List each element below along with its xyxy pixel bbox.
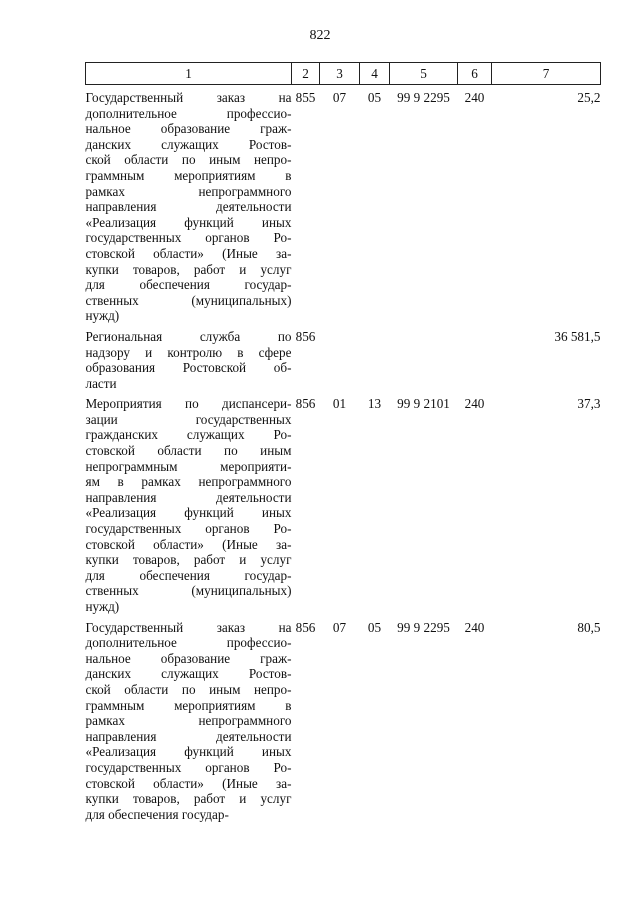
description-line: ственных (муниципальных) xyxy=(85,292,292,308)
description-line: стовской области» (Иные за- xyxy=(85,536,292,552)
row-amount: 36 581,5 xyxy=(554,328,601,344)
row-code-target: 99 9 2295 xyxy=(397,90,450,105)
description-line: образования Ростовской об- xyxy=(85,360,292,376)
row-code-gradm: 856 xyxy=(295,619,316,635)
description-line: для обеспечения государ- xyxy=(85,806,229,822)
description-line: Мероприятия по диспансери- xyxy=(85,396,292,412)
row-code-target: 99 9 2101 xyxy=(397,396,450,412)
column-header-5: 5 xyxy=(390,63,458,85)
row-code-section: 07 xyxy=(332,90,347,105)
description-line: купки товаров, работ и услуг xyxy=(85,261,292,277)
column-header-1: 1 xyxy=(86,63,292,85)
description-line: граммным мероприятиям в xyxy=(85,167,292,183)
description-line: «Реализация функций иных xyxy=(85,744,292,760)
description-line: нальное образование граж- xyxy=(85,650,292,666)
description-line: непрограммным мероприяти- xyxy=(85,458,292,474)
description-line: Региональная служба по xyxy=(85,328,292,344)
description-line: гражданских служащих Ро- xyxy=(85,427,292,443)
description-line: ям в рамках непрограммного xyxy=(85,474,292,490)
column-header-6: 6 xyxy=(458,63,492,85)
row-code-gradm: 855 xyxy=(295,90,316,105)
row-code-subsection: 13 xyxy=(367,396,382,412)
description-line: ской области по иным непро- xyxy=(85,152,292,168)
description-line: направления деятельности xyxy=(85,199,292,215)
column-header-4: 4 xyxy=(360,63,390,85)
description-line: нужд) xyxy=(85,599,120,614)
description-line: рамках непрограммного xyxy=(85,713,292,729)
description-line: «Реализация функций иных xyxy=(85,505,292,521)
row-code-subsection: 05 xyxy=(367,90,382,105)
description-line: дополнительное профессио- xyxy=(85,635,292,651)
row-description xyxy=(86,391,292,614)
description-line: государственных органов Ро- xyxy=(85,230,292,246)
row-code-gradm: 856 xyxy=(295,396,316,412)
row-code-subsection: 05 xyxy=(367,619,382,635)
column-header-3: 3 xyxy=(320,63,360,85)
description-line: дополнительное профессио- xyxy=(85,105,292,121)
description-line: ской области по иным непро- xyxy=(85,681,292,697)
description-line: ственных (муниципальных) xyxy=(85,583,292,599)
row-amount: 80,5 xyxy=(577,619,601,635)
header-row xyxy=(86,63,601,85)
table-row xyxy=(86,615,601,823)
row-description xyxy=(86,324,292,391)
row-code-section: 07 xyxy=(332,619,347,635)
description-line: ласти xyxy=(85,375,117,391)
row-code-target xyxy=(390,324,458,391)
description-line: рамках непрограммного xyxy=(85,183,292,199)
row-code-expense-type: 240 xyxy=(464,90,485,105)
description-line: зации государственных xyxy=(85,411,292,427)
description-line: государственных органов Ро- xyxy=(85,759,292,775)
row-code-expense-type: 240 xyxy=(464,619,485,635)
description-line: стовской области» (Иные за- xyxy=(85,775,292,791)
table-row xyxy=(86,391,601,614)
description-line: купки товаров, работ и услуг xyxy=(85,791,292,807)
description-line: купки товаров, работ и услуг xyxy=(85,552,292,568)
description-line: Государственный заказ на xyxy=(85,90,292,105)
row-code-gradm: 856 xyxy=(295,328,316,344)
row-code-expense-type xyxy=(458,324,492,391)
page-number: 822 xyxy=(309,28,331,43)
description-line: данских служащих Ростов- xyxy=(85,666,292,682)
description-line: данских служащих Ростов- xyxy=(85,136,292,152)
table-body xyxy=(86,85,601,823)
description-line: «Реализация функций иных xyxy=(85,214,292,230)
column-header-2: 2 xyxy=(292,63,320,85)
row-amount: 37,3 xyxy=(577,396,601,412)
description-line: надзору и контролю в сфере xyxy=(85,344,292,360)
description-line: нальное образование граж- xyxy=(85,121,292,137)
column-header-7: 7 xyxy=(492,63,601,85)
description-line: Государственный заказ на xyxy=(85,619,292,635)
table-row xyxy=(86,324,601,391)
description-line: нужд) xyxy=(85,308,120,324)
row-code-section: 01 xyxy=(332,396,347,412)
table-row xyxy=(86,85,601,324)
description-line: для обеспечения государ- xyxy=(85,567,292,583)
row-code-subsection xyxy=(360,324,390,391)
row-code-expense-type: 240 xyxy=(464,396,485,412)
budget-table xyxy=(85,62,601,822)
description-line: государственных органов Ро- xyxy=(85,521,292,537)
row-description xyxy=(86,85,292,324)
description-line: стовской области» (Иные за- xyxy=(85,245,292,261)
description-line: для обеспечения государ- xyxy=(85,277,292,293)
description-line: стовской области по иным xyxy=(85,443,292,459)
row-description xyxy=(86,615,292,823)
description-line: граммным мероприятиям в xyxy=(85,697,292,713)
description-line: направления деятельности xyxy=(85,728,292,744)
description-line: направления деятельности xyxy=(85,489,292,505)
row-code-section xyxy=(320,324,360,391)
row-amount: 25,2 xyxy=(577,90,601,105)
table-header xyxy=(86,63,601,85)
row-code-target: 99 9 2295 xyxy=(397,619,450,635)
